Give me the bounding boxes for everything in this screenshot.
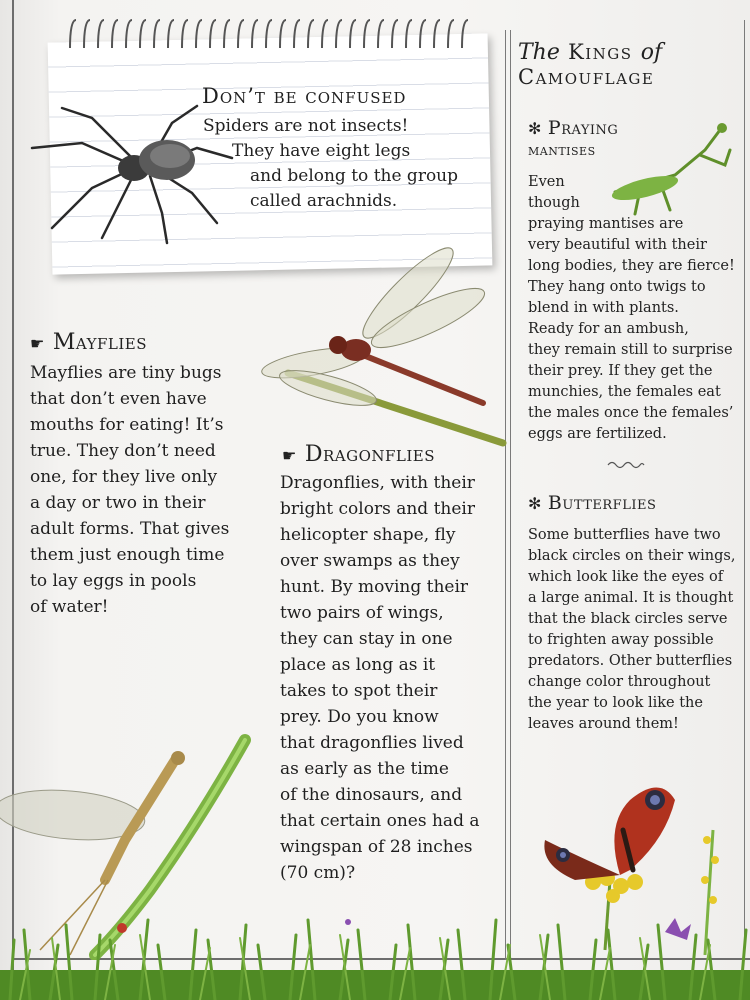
pointing-hand-icon: ☛ [30,334,45,353]
title-word: of [640,40,663,65]
text-line: one, for they live only [30,467,218,487]
title-word: The [518,40,560,65]
text-line: place as long as it [280,655,436,675]
column-divider [505,30,506,960]
text-line: their prey. If they get the [528,363,713,379]
text-line: adult forms. That gives [30,519,230,539]
text-line: change color throughout [528,674,711,690]
ornament-divider-icon [606,460,646,470]
pointing-hand-icon: ☛ [282,446,297,465]
mayflies-heading [30,330,147,355]
text-line: the year to look like the [528,695,703,711]
butterflies-title: Butterflies [547,492,657,514]
text-line: that certain ones had a [280,811,480,831]
mayflies-title: Mayflies [52,330,148,355]
text-line: to lay eggs in pools [30,571,197,591]
text-line: over swamps as they [280,551,460,571]
mayflies-text [30,360,229,620]
dragonflies-text [280,470,480,886]
text-line: takes to spot their [280,681,438,701]
notepad-line: Spiders are not insects! [203,116,409,136]
text-line: Some butterflies have two [528,527,721,543]
text-line: the males once the females’ [528,405,734,421]
text-line: blend in with plants. [528,300,679,316]
text-line: they remain still to surprise [528,342,733,358]
dragonflies-heading [282,442,435,467]
text-line: a day or two in their [30,493,206,513]
text-line: that the black circles serve [528,611,728,627]
text-line: long bodies, they are fierce! [528,258,735,274]
text-line: as early as the time [280,759,449,779]
text-line: helicopter shape, fly [280,525,456,545]
text-line: which look like the eyes of [528,569,724,585]
dragonfly-icon [258,238,508,448]
asterisk-icon: ✻ [528,494,542,513]
dragonflies-title: Dragonflies [304,442,436,467]
text-line: though [528,195,580,211]
text-line: wingspan of 28 inches [280,837,473,857]
text-line: of the dinosaurs, and [280,785,463,805]
text-line: (70 cm)? [280,863,356,883]
butterflies-text [528,525,735,735]
grass-border-icon [0,900,750,1000]
text-line: to frighten away possible [528,632,714,648]
mantises-text [528,172,735,445]
text-line: two pairs of wings, [280,603,444,623]
text-line: They hang onto twigs to [528,279,706,295]
text-line: Ready for an ambush, [528,321,689,337]
text-line: prey. Do you know [280,707,439,727]
text-line: mouths for eating! It’s [30,415,224,435]
text-line: a large animal. It is thought [528,590,734,606]
text-line: praying mantises are [528,216,684,232]
text-line: Mayflies are tiny bugs [30,363,222,383]
text-line: Even [528,174,565,190]
spiral-binding-icon [60,14,480,54]
text-line: that don’t even have [30,389,207,409]
text-line: predators. Other butterflies [528,653,733,669]
text-line: Dragonflies, with their [280,473,475,493]
text-line: black circles on their wings, [528,548,736,564]
text-line: munchies, the females eat [528,384,721,400]
text-line: that dragonflies lived [280,733,464,753]
text-line: very beautiful with their [528,237,707,253]
notepad-line: They have eight legs [232,141,411,161]
kings-of-camouflage-title [518,40,662,89]
mantises-title: mantises [528,140,596,159]
text-line: bright colors and their [280,499,475,519]
text-line: them just enough time [30,545,225,565]
column-divider [510,30,511,960]
text-line: true. They don’t need [30,441,216,461]
text-line: they can stay in one [280,629,453,649]
mantises-title: Praying [547,117,619,139]
text-line: of water! [30,597,109,617]
text-line: leaves around them! [528,716,679,732]
title-word: Kings [568,40,633,64]
title-word: Camouflage [518,65,655,89]
text-line: hunt. By moving their [280,577,469,597]
asterisk-icon: ✻ [528,119,542,138]
notepad-title: Don’t be confused [202,84,407,108]
notepad-line: called arachnids. [250,191,398,211]
notepad-line: and belong to the group [250,166,459,186]
text-line: eggs are fertilized. [528,426,667,442]
butterflies-heading [528,492,656,514]
